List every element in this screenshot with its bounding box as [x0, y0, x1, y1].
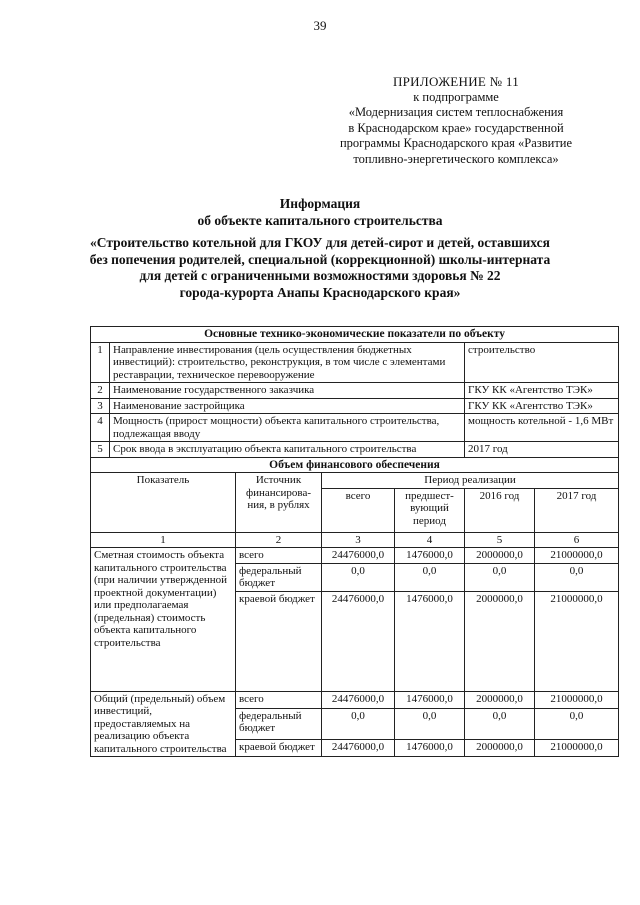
- appendix-line: топливно-энергетического комплекса»: [353, 151, 559, 166]
- column-number: 1: [91, 532, 236, 548]
- appendix-line: к подпрограмме: [413, 89, 499, 104]
- indicator-value: мощность котельной - 1,6 МВт: [465, 414, 619, 442]
- indicator-name: Направление инвестирования (цель осуществления бюджетных инвестиций): строительство, реконструкция, в том числе с элементами реставрации, техническое перевооружение: [113, 343, 446, 381]
- finance-indicator-label: Сметная стоимость объекта капитального строительства (при наличии утвержденной проектной документации) или предполагаемая (предельная) стоимость объекта капитального строительства: [91, 548, 236, 692]
- table-row: [91, 414, 619, 442]
- finance-2017: 21000000,0: [535, 739, 619, 756]
- finance-2017: 21000000,0: [535, 548, 619, 564]
- finance-indicator-label: Общий (предельный) объем инвестиций, предоставляемых на реализацию объекта капитального строительства: [91, 691, 236, 757]
- finance-source: всего: [236, 548, 322, 564]
- table-row: [91, 442, 619, 458]
- finance-total: 24476000,0: [322, 591, 395, 691]
- finance-total: 24476000,0: [322, 739, 395, 756]
- col-total: всего: [322, 488, 395, 532]
- col-source: Источник финансирова-ния, в рублях: [236, 473, 322, 533]
- table-row: [91, 342, 619, 383]
- indicator-value: ГКУ КК «Агентство ТЭК»: [465, 383, 619, 399]
- finance-prev: 0,0: [395, 708, 465, 739]
- title-line: об объекте капитального строительства: [197, 212, 443, 228]
- indicator-name: Наименование застройщика: [113, 399, 245, 412]
- column-number: 6: [535, 532, 619, 548]
- finance-2017: 21000000,0: [535, 591, 619, 691]
- finance-columns-row: [91, 473, 619, 489]
- table-row: [91, 383, 619, 399]
- table-row: [91, 691, 619, 708]
- column-number: 5: [465, 532, 535, 548]
- column-number: 4: [395, 532, 465, 548]
- title-line: Информация: [279, 196, 361, 211]
- finance-2016: 2000000,0: [465, 591, 535, 691]
- document-title: [30, 196, 610, 301]
- indicator-name: Срок ввода в эксплуатацию объекта капитального строительства: [113, 443, 417, 455]
- finance-total: 0,0: [322, 563, 395, 591]
- indicators-header: Основные технико-экономические показатели по объекту: [91, 327, 619, 343]
- finance-total: 24476000,0: [322, 691, 395, 708]
- finance-header: Объем финансового обеспечения: [91, 457, 619, 473]
- finance-prev: 1476000,0: [395, 739, 465, 756]
- indicators-header-row: [91, 327, 619, 343]
- finance-total: 24476000,0: [322, 548, 395, 564]
- finance-2017: 0,0: [535, 708, 619, 739]
- indicator-value: строительство: [465, 342, 619, 383]
- col-indicator: Показатель: [91, 473, 236, 533]
- page-number: 39: [313, 18, 327, 33]
- title-line: «Строительство котельной для ГКОУ для детей-сирот и детей, оставшихся: [90, 235, 550, 250]
- col-period: Период реализации: [322, 473, 619, 489]
- appendix-line: «Модернизация систем теплоснабжения: [348, 105, 564, 119]
- finance-2016: 0,0: [465, 563, 535, 591]
- indicator-value: ГКУ КК «Агентство ТЭК»: [465, 398, 619, 414]
- row-number: 1: [91, 343, 110, 383]
- title-line: без попечения родителей, специальной (коррекционной) школы-интерната: [89, 251, 551, 267]
- finance-prev: 1476000,0: [395, 691, 465, 708]
- row-number: 5: [91, 442, 110, 457]
- appendix-line: программы Краснодарского края «Развитие: [339, 136, 573, 150]
- column-number: 2: [236, 532, 322, 548]
- col-2016: 2016 год: [465, 488, 535, 532]
- finance-prev: 1476000,0: [395, 548, 465, 564]
- table-row: [91, 548, 619, 564]
- finance-source: краевой бюджет: [236, 591, 322, 691]
- finance-source: федеральный бюджет: [236, 563, 322, 591]
- table-row: [91, 398, 619, 414]
- appendix-heading: ПРИЛОЖЕНИЕ № 11: [392, 74, 520, 89]
- row-number: 3: [91, 399, 110, 414]
- finance-2016: 2000000,0: [465, 739, 535, 756]
- finance-2016: 0,0: [465, 708, 535, 739]
- title-line: города-курорта Анапы Краснодарского края»: [179, 284, 461, 300]
- finance-source: краевой бюджет: [236, 739, 322, 756]
- object-info-table: [90, 326, 619, 757]
- appendix-block: [306, 74, 606, 167]
- finance-header-row: [91, 457, 619, 473]
- finance-2016: 2000000,0: [465, 691, 535, 708]
- finance-2016: 2000000,0: [465, 548, 535, 564]
- column-number: 3: [322, 532, 395, 548]
- finance-prev: 1476000,0: [395, 591, 465, 691]
- col-2017: 2017 год: [535, 488, 619, 532]
- indicator-value: 2017 год: [465, 442, 619, 458]
- finance-2017: 21000000,0: [535, 691, 619, 708]
- finance-prev: 0,0: [395, 563, 465, 591]
- finance-source: всего: [236, 691, 322, 708]
- finance-source: федеральный бюджет: [236, 708, 322, 739]
- column-numbers-row: [91, 532, 619, 548]
- finance-2017: 0,0: [535, 563, 619, 591]
- row-number: 4: [91, 414, 110, 441]
- title-line: для детей с ограниченными возможностями здоровья № 22: [139, 268, 501, 283]
- col-prev-period: предшест-вующий период: [395, 488, 465, 532]
- finance-total: 0,0: [322, 708, 395, 739]
- indicator-name: Мощность (прирост мощности) объекта капитального строительства, подлежащая вводу: [113, 415, 440, 440]
- indicator-name: Наименование государственного заказчика: [113, 384, 315, 396]
- appendix-line: в Краснодарском крае» государственной: [348, 120, 564, 135]
- row-number: 2: [91, 383, 110, 398]
